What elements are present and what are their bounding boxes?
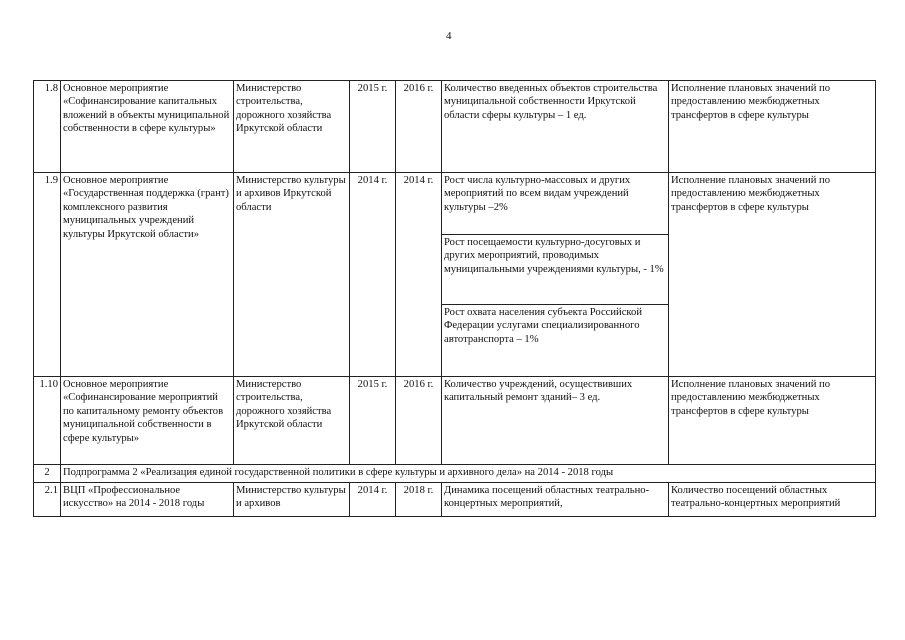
- executor: Министерство строительства, дорожного хозяйства Иркутской области: [234, 377, 350, 465]
- subprogram-row: [34, 465, 876, 483]
- page-number: 4: [446, 30, 452, 42]
- event-name: Основное мероприятие «Государственная поддержка (грант) комплексного развития муниципальных учреждений культуры Иркутской области»: [61, 173, 234, 377]
- indicator-link: Количество посещений областных театрально-концертных мероприятий: [669, 483, 876, 517]
- indicator: Динамика посещений областных театрально-концертных мероприятий,: [442, 483, 669, 517]
- indicator-list: [442, 173, 669, 377]
- indicator-link: Исполнение плановых значений по предоставлению межбюджетных трансфертов в сфере культуры: [669, 81, 876, 173]
- table-row: [34, 483, 876, 517]
- event-name: Основное мероприятие «Софинансирование капитальных вложений в объекты муниципальной собственности в сфере культуры»: [61, 81, 234, 173]
- start-year: 2014 г.: [350, 173, 396, 377]
- event-name: Основное мероприятие «Софинансирование мероприятий по капитальному ремонту объектов муниципальной собственности в сфере культуры»: [61, 377, 234, 465]
- event-name: ВЦП «Профессиональное искусство» на 2014 - 2018 годы: [61, 483, 234, 517]
- indicator: Количество учреждений, осуществивших капитальный ремонт зданий– 3 ед.: [442, 377, 669, 465]
- end-year: 2018 г.: [396, 483, 442, 517]
- indicator: Рост посещаемости культурно-досуговых и других мероприятий, проводимых муниципальными учреждениями культуры, - 1%: [442, 234, 668, 304]
- end-year: 2014 г.: [396, 173, 442, 377]
- start-year: 2015 г.: [350, 377, 396, 465]
- indicator: Рост числа культурно-массовых и других мероприятий по всем видам учреждений культуры –2%: [444, 175, 631, 213]
- start-year: 2014 г.: [350, 483, 396, 517]
- indicator-link: Исполнение плановых значений по предоставлению межбюджетных трансфертов в сфере культуры: [669, 173, 876, 377]
- start-year: 2015 г.: [350, 81, 396, 173]
- indicator-link: Исполнение плановых значений по предоставлению межбюджетных трансфертов в сфере культуры: [669, 377, 876, 465]
- executor: Министерство культуры и архивов Иркутской области: [234, 173, 350, 377]
- end-year: 2016 г.: [396, 377, 442, 465]
- indicator: Рост охвата населения субъекта Российской Федерации услугами специализированного автотранспорта – 1%: [442, 304, 668, 364]
- table-row: [34, 377, 876, 465]
- program-measures-table: [33, 80, 876, 517]
- indicator: Количество введенных объектов строительства муниципальной собственности Иркутской области сферы культуры – 1 ед.: [442, 81, 669, 173]
- subprogram-title: Подпрограмма 2 «Реализация единой государственной политики в сфере культуры и архивного дела» на 2014 - 2018 годы: [61, 465, 876, 483]
- row-number: 1.9: [34, 173, 61, 377]
- executor: Министерство культуры и архивов: [234, 483, 350, 517]
- table-row: [34, 173, 876, 377]
- executor: Министерство строительства, дорожного хозяйства Иркутской области: [234, 81, 350, 173]
- row-number: 1.8: [34, 81, 61, 173]
- end-year: 2016 г.: [396, 81, 442, 173]
- row-number: 1.10: [34, 377, 61, 465]
- row-number: 2.1: [34, 483, 61, 517]
- row-number: 2: [34, 465, 61, 483]
- table-row: [34, 81, 876, 173]
